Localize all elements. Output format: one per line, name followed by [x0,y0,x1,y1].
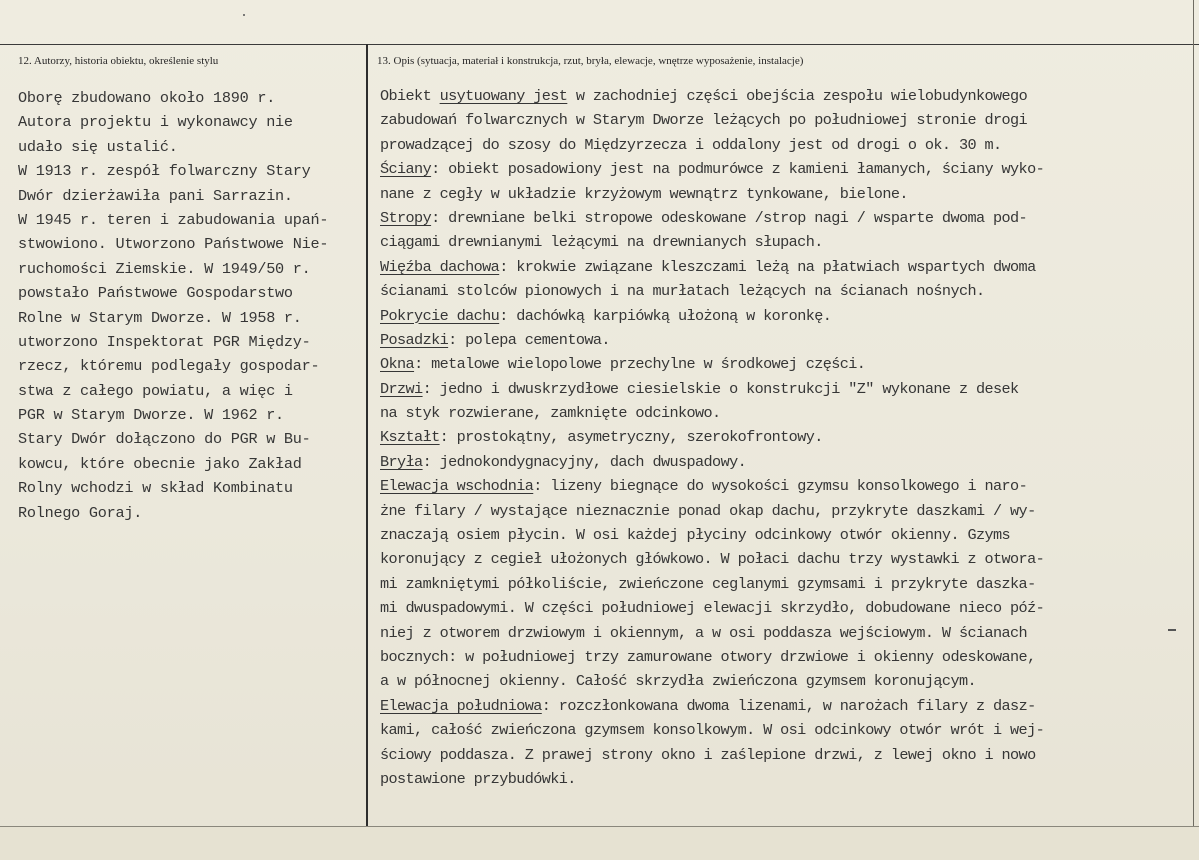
description-line [380,669,1044,693]
description-line [380,572,1044,596]
description-text: zabudowań folwarcznych w Starym Dworze leżących po południowej stronie drogi [380,111,1028,130]
description-text: niej z otworem drzwiowym i okiennym, a w osi poddasza wejściowym. W ścianach [380,623,1028,642]
description-line [380,157,1044,181]
paper-speck [243,14,245,16]
underlined-term: Bryła [380,452,423,471]
description-line [380,450,1044,474]
description-text: : obiekt posadowiony jest na podmurówce z kamieni łamanych, ściany wyko- [431,160,1045,179]
description-text: : rozczłonkowana dwoma lizenami, w narożach filary z dasz- [541,696,1036,715]
description-text: kami, całość zwieńczona gzymsem konsolkowym. W osi odcinkowy otwór wrót i wej- [380,721,1045,740]
underlined-term: Więźba dachowa [380,257,500,276]
history-line: udało się ustalić. [18,137,178,156]
history-line: Rolne w Starym Dworze. W 1958 r. [18,308,302,327]
description-text: w zachodniej części obejścia zespołu wielobudynkowego [567,87,1028,105]
description-line [380,621,1044,645]
description-line [380,547,1044,571]
history-line: rzecz, któremu podlegały gospodar- [18,357,320,376]
history-line: Dwór dzierżawiła pani Sarrazin. [18,186,293,205]
section-12-heading: 12. Autorzy, historia obiektu, określenie stylu [18,55,219,67]
description-text: : jednokondygnacyjny, dach dwuspadowy. [422,452,747,471]
description-text: koronujący z cegieł ułożonych główkowo. W połaci dachu trzy wystawki z otwora- [380,550,1045,569]
history-line: Oborę zbudowano około 1890 r. [18,89,276,107]
description-text: mi dwuspadowymi. W części południowej elewacji skrzydło, dobudowane nieco póź- [380,599,1045,618]
description-text: : prostokątny, asymetryczny, szerokofrontowy. [439,428,823,447]
description-text: żne filary / wystające nieznacznie ponad okap dachu, przykryte daszkami / wy- [380,501,1036,520]
description-line [380,279,1044,303]
history-line: PGR w Starym Dworze. W 1962 r. [18,406,284,425]
history-line: Rolnego Goraj. [18,503,143,522]
description-text: na styk rozwierane, zamknięte odcinkowo. [380,404,721,423]
column-divider [366,44,368,827]
description-line [380,304,1044,328]
underlined-term: Elewacja wschodnia [380,477,534,496]
history-line: W 1945 r. teren i zabudowania upań- [18,210,329,229]
description-text: mi zamkniętymi półkoliście, zwieńczone ceglanymi gzymsami i przykryte daszka- [380,574,1036,593]
description-line [380,328,1044,352]
page-right-edge [1193,0,1194,827]
history-text-block [18,86,328,525]
underlined-term: Stropy [380,208,432,227]
history-line: Rolny wchodzi w skład Kombinatu [18,479,293,498]
history-line: Autora projektu i wykonawcy nie [18,113,293,132]
description-line [380,133,1044,157]
margin-mark [1168,629,1176,631]
description-line [380,182,1044,206]
history-line: utworzono Inspektorat PGR Między- [18,332,311,351]
description-text: : lizeny biegnące do wysokości gzymsu konsolkowego i naro- [533,477,1028,496]
description-line [380,767,1044,791]
section-13-heading: 13. Opis (sytuacja, materiał i konstrukcja, rzut, bryła, elewacje, wnętrze wyposażenie, instalacje) [377,55,804,67]
description-text: : krokwie związane kleszczami leżą na płatwiach wspartych dwoma [499,257,1036,276]
description-text: postawione przybudówki. [380,769,576,788]
history-line: kowcu, które obecnie jako Zakład [18,454,302,473]
description-line [380,84,1044,108]
underlined-term: Pokrycie dachu [380,306,500,325]
description-line [380,718,1044,742]
underlined-term: Posadzki [380,330,449,349]
underlined-term: Drzwi [380,379,423,398]
underlined-term: Kształt [380,428,440,447]
description-line [380,499,1044,523]
description-text: nane z cegły w układzie krzyżowym wewnątrz tynkowane, bielone. [380,184,908,203]
description-line [380,206,1044,230]
description-line [380,596,1044,620]
underlined-term: Ściany [380,160,432,179]
underlined-term: Elewacja południowa [380,696,542,715]
description-line [380,352,1044,376]
history-line: Stary Dwór dołączono do PGR w Bu- [18,430,311,449]
description-text: : polepa cementowa. [448,330,610,349]
history-line: stwa z całego powiatu, a więc i [18,381,293,400]
underlined-term: Okna [380,355,415,374]
description-text: : drewniane belki stropowe odeskowane /strop nagi / wsparte dwoma pod- [431,208,1028,227]
description-line [380,255,1044,279]
description-line [380,230,1044,254]
description-line [380,425,1044,449]
description-text: ścianami stolców pionowych i na murłatach leżących na ścianach nośnych. [380,282,985,301]
history-line: stwowiono. Utworzono Państwowe Nie- [18,235,329,254]
description-text-block [380,84,1044,791]
footer-strip [0,827,1199,860]
underlined-term: usytuowany jest [439,87,568,105]
description-text: prowadzącej do szosy do Międzyrzecza i oddalony jest od drogi o ok. 30 m. [380,135,1002,154]
history-line: ruchomości Ziemskie. W 1949/50 r. [18,259,311,278]
history-line: W 1913 r. zespół folwarczny Stary [18,162,311,181]
description-text: : jedno i dwuskrzydłowe ciesielskie o konstrukcji "Z" wykonane z desek [422,379,1019,398]
description-text: ciągami drewnianymi leżącymi na drewnianych słupach. [380,233,823,252]
description-line [380,108,1044,132]
description-text: a w północnej okienny. Całość skrzydła zwieńczona gzymsem koronującym. [380,672,976,691]
history-line: powstało Państwowe Gospodarstwo [18,284,293,303]
description-line [380,523,1044,547]
description-line [380,377,1044,401]
description-line [380,694,1044,718]
description-line [380,474,1044,498]
description-line [380,743,1044,767]
header-rule [0,44,1199,45]
description-text: : dachówką karpiówką ułożoną w koronkę. [499,306,832,325]
description-line [380,645,1044,669]
description-text: znaczają osiem płycin. W osi każdej płyciny odcinkowy otwór okienny. Gzyms [380,526,1011,545]
description-line [380,401,1044,425]
description-text: : metalowe wielopolowe przechylne w środkowej części. [414,355,866,374]
description-text: ściowy poddasza. Z prawej strony okno i zaślepione drzwi, z lewej okno i nowo [380,745,1036,764]
description-text: Obiekt [380,87,440,105]
description-text: bocznych: w południowej trzy zamurowane otwory drzwiowe i okienny odeskowane, [380,647,1036,666]
